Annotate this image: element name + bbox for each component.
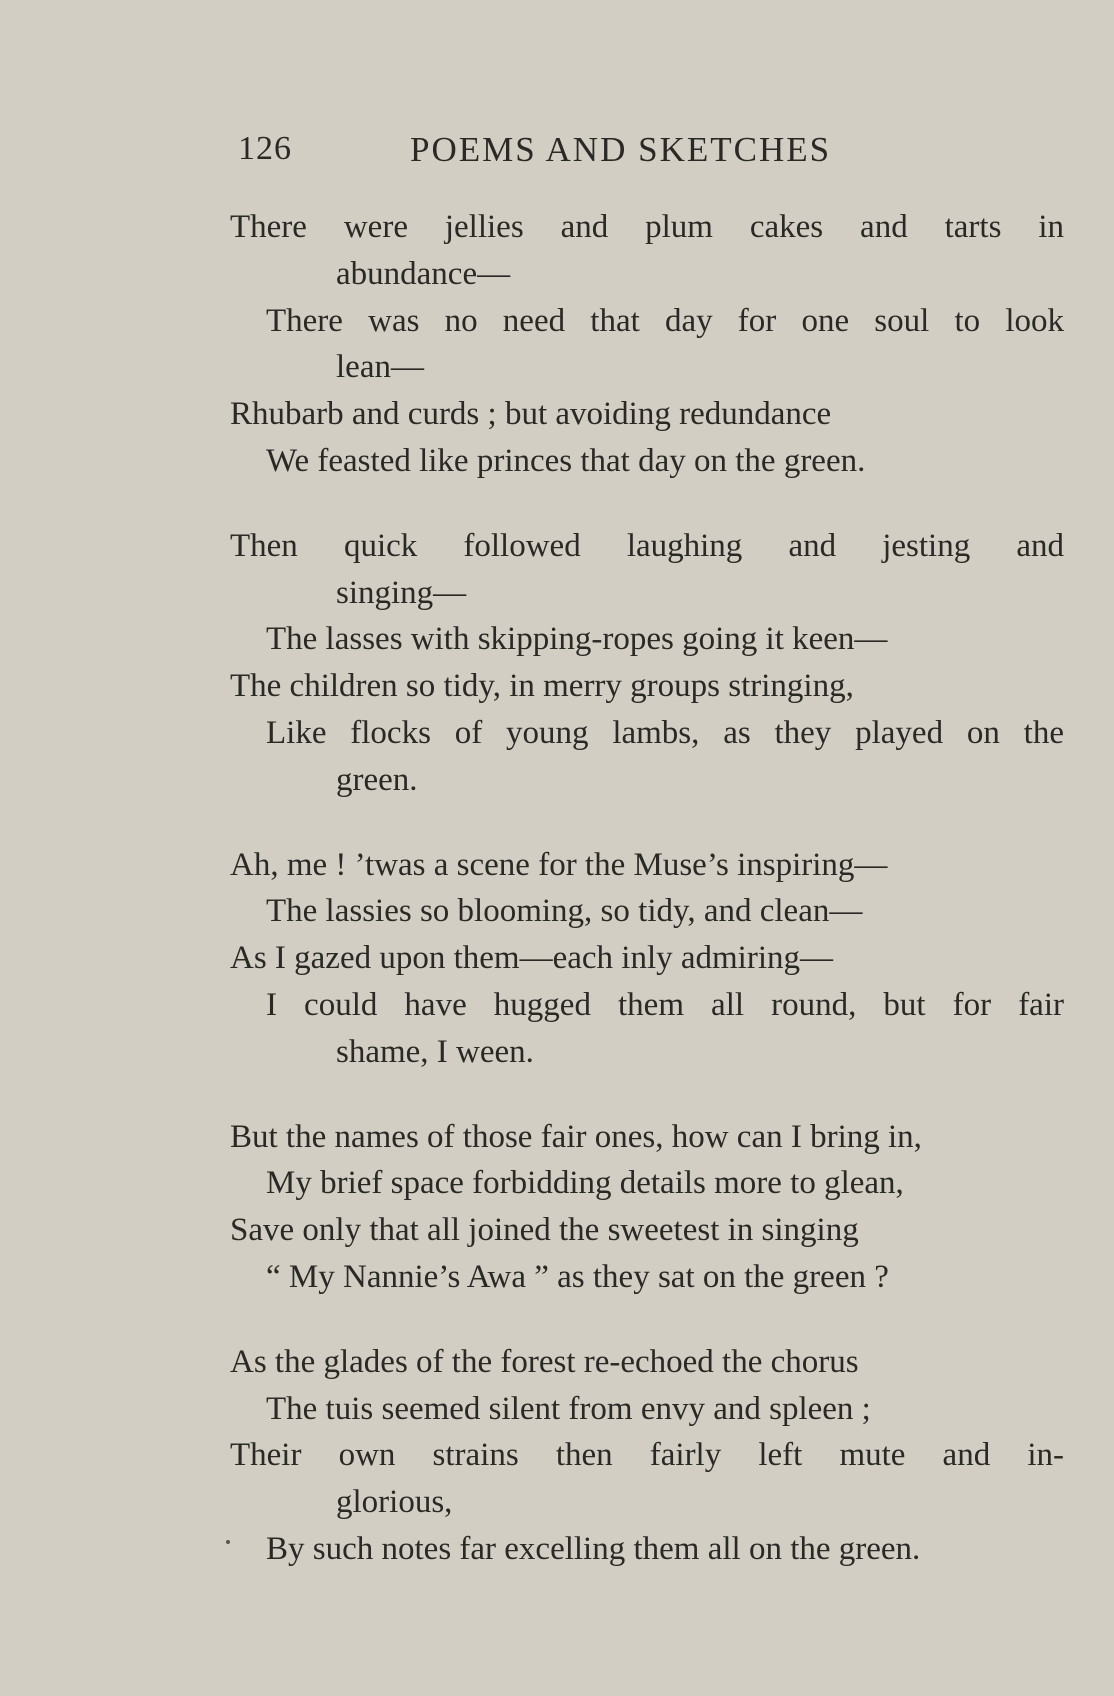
poem-line: glorious,	[336, 1484, 453, 1521]
poem-line: Their own strains then fairly left mute and in-	[230, 1437, 1064, 1474]
stanza-gap	[0, 804, 1114, 842]
poem-line: lean—	[336, 349, 424, 386]
poem-body	[0, 204, 1114, 1573]
ink-speck	[226, 1540, 230, 1544]
poem-line: But the names of those fair ones, how can I bring in,	[230, 1118, 922, 1155]
poem-line: Like flocks of young lambs, as they played on the	[266, 714, 1064, 751]
poem-line: singing—	[336, 574, 467, 611]
poem-line: Save only that all joined the sweetest in singing	[230, 1212, 859, 1249]
poem-line: There were jellies and plum cakes and tarts in	[230, 209, 1064, 245]
poem-line: abundance—	[336, 255, 511, 292]
poem-line: Rhubarb and curds ; but avoiding redundance	[230, 396, 832, 433]
running-title: POEMS AND SKETCHES	[410, 130, 832, 169]
poem-line: As the glades of the forest re-echoed the chorus	[230, 1343, 859, 1380]
poem-line: green.	[336, 761, 418, 798]
stanza-5	[0, 1339, 1114, 1573]
poem-line: There was no need that day for one soul to look	[266, 302, 1064, 339]
poem-line: My brief space forbidding details more to glean,	[266, 1165, 904, 1202]
poem-line: The children so tidy, in merry groups stringing,	[230, 668, 854, 705]
stanza-gap	[0, 1076, 1114, 1114]
poem-line: The lasses with skipping-ropes going it keen—	[266, 621, 888, 658]
poem-line: “ My Nannie’s Awa ” as they sat on the green ?	[266, 1258, 889, 1295]
stanza-gap	[0, 485, 1114, 523]
poem-line: I could have hugged them all round, but for fair	[266, 986, 1064, 1023]
poem-line: The tuis seemed silent from envy and spleen ;	[266, 1390, 871, 1427]
poem-line: Then quick followed laughing and jesting and	[230, 527, 1064, 564]
poem-line: Ah, me ! ’twas a scene for the Muse’s inspiring—	[230, 846, 888, 883]
poem-line: We feasted like princes that day on the green.	[266, 442, 866, 479]
poem-line: By such notes far excelling them all on the green.	[266, 1530, 921, 1567]
poem-line: shame, I ween.	[336, 1033, 534, 1070]
stanza-2	[0, 523, 1114, 804]
page-header	[232, 120, 892, 180]
stanza-3	[0, 842, 1114, 1076]
stanza-1	[0, 204, 1114, 485]
poem-line: The lassies so blooming, so tidy, and clean—	[266, 893, 863, 930]
stanza-4	[0, 1114, 1114, 1301]
page-number: 126	[238, 130, 292, 167]
stanza-gap	[0, 1301, 1114, 1339]
poem-line: As I gazed upon them—each inly admiring—	[230, 940, 834, 977]
